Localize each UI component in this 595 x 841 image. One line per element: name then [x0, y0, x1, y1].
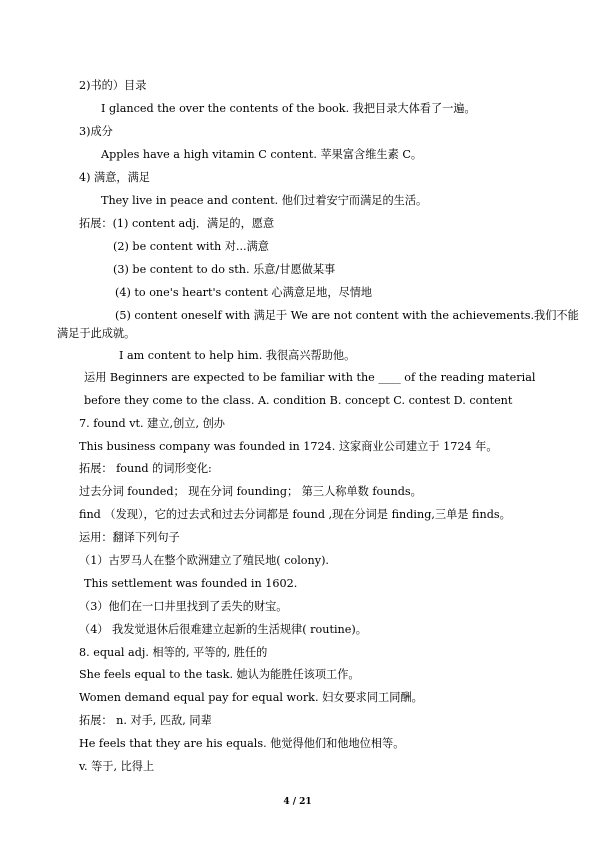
text-line: 3)成分	[79, 125, 113, 138]
text-line: 满足于此成就。	[57, 327, 136, 340]
text-line: v. 等于, 比得上	[79, 760, 155, 773]
text-line: 运用 Beginners are expected to be familiar with the ____ of the reading material	[84, 371, 536, 384]
text-line: before they come to the class. A. condition B. concept C. contest D. content	[84, 394, 513, 407]
text-line: This business company was founded in 1724. 这家商业公司建立于 1724 年。	[79, 440, 498, 453]
text-line: 拓展：(1) content adj．满足的，愿意	[79, 217, 275, 230]
text-line: 过去分词 founded； 现在分词 founding； 第三人称单数 founds。	[79, 485, 422, 498]
text-line: (4) to one's heart's content 心满意足地，尽情地	[115, 286, 373, 299]
text-line: They live in peace and content. 他们过着安宁而满足的生活。	[101, 194, 428, 207]
text-line: She feels equal to the task. 她认为能胜任该项工作。	[79, 668, 360, 681]
text-line: (3) be content to do sth. 乐意/甘愿做某事	[113, 263, 336, 276]
text-line: 2)书的）目录	[79, 79, 147, 92]
text-line: （3）他们在一口井里找到了丢失的财宝。	[79, 600, 288, 613]
text-line: 8. equal adj. 相等的, 平等的, 胜任的	[79, 646, 268, 659]
text-line: He feels that they are his equals. 他觉得他们和他地位相等。	[79, 737, 405, 750]
text-line: (2) be content with 对...满意	[113, 240, 269, 253]
text-line: I am content to help him. 我很高兴帮助他。	[119, 349, 356, 362]
text-line: Women demand equal pay for equal work. 妇女要求同工同酬。	[79, 691, 423, 704]
text-line: 拓展： found 的词形变化:	[79, 462, 212, 475]
text-line: 4) 满意，满足	[79, 171, 150, 184]
text-line: 拓展： n. 对手, 匹敌, 同辈	[79, 714, 212, 727]
text-line: find （发现），它的过去式和过去分词都是 found ,现在分词是 finding,三单是 finds。	[79, 508, 511, 521]
text-line: Apples have a high vitamin C content. 苹果富含维生素 C。	[101, 148, 423, 161]
text-line: (5) content oneself with 满足于 We are not content with the achievements.我们不能	[115, 309, 579, 322]
text-line: （1）古罗马人在整个欧洲建立了殖民地( colony).	[79, 554, 329, 567]
text-line: （4） 我发觉退休后很难建立起新的生活规律( routine)。	[79, 623, 367, 636]
text-line: I glanced the over the contents of the book. 我把目录大体看了一遍。	[101, 102, 476, 115]
text-line: This settlement was founded in 1602.	[84, 577, 298, 590]
text-line: 7. found vt. 建立,创立, 创办	[79, 417, 225, 430]
text-line: 运用：翻译下列句子	[79, 531, 180, 544]
page-number: 4 / 21	[283, 797, 312, 807]
